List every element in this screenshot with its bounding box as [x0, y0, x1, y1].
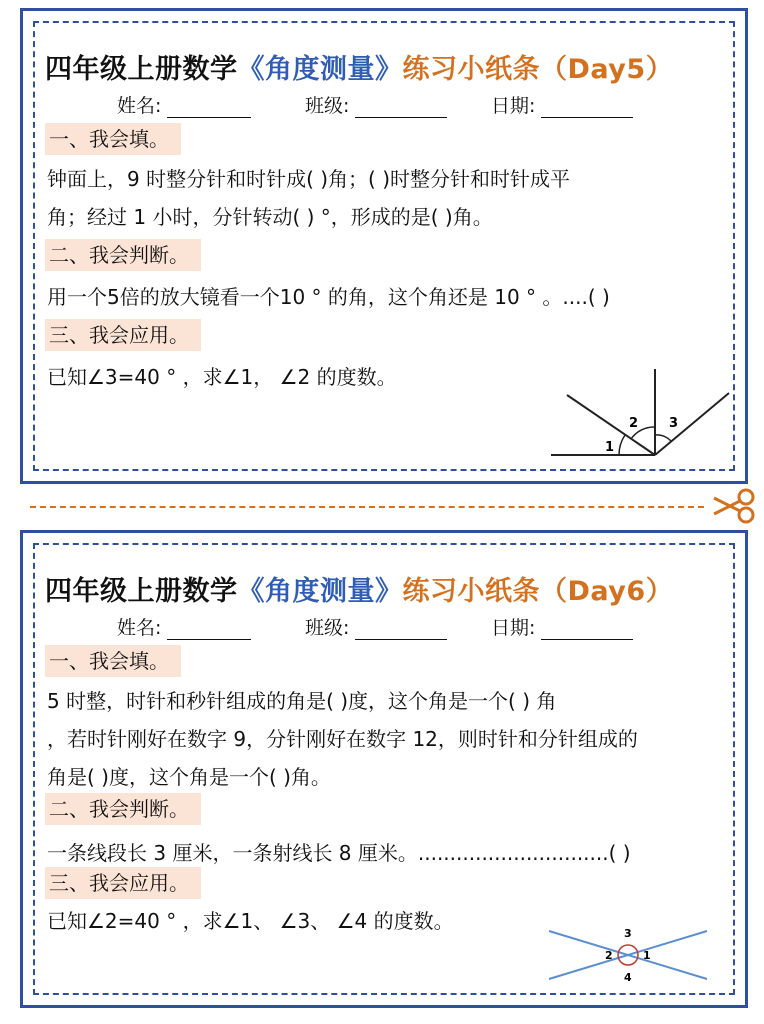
section-judge-heading: 二、我会判断。 [45, 793, 201, 825]
date-blank[interactable] [541, 621, 633, 640]
fill-question-line-1: 5 时整，时针和秒针组成的角是( )度，这个角是一个( ) 角 [47, 689, 557, 713]
angle-label-3: 3 [669, 416, 679, 431]
title-suffix: 练习小纸条（Day5） [402, 54, 674, 85]
angle-figure-day5 [547, 363, 737, 463]
class-field[interactable] [305, 613, 447, 640]
angle-label-2: 2 [605, 949, 613, 962]
name-field[interactable] [117, 91, 251, 118]
card-dashed-frame [33, 543, 735, 995]
fill-question-line-1: 钟面上，9 时整分针和时针成( )角；( )时整分针和时针成平 [47, 167, 571, 191]
scissors-icon [708, 486, 758, 526]
fill-question-line-2: ，若时针刚好在数字 9，分针刚好在数字 12，则时针和分针组成的 [47, 727, 638, 751]
date-blank[interactable] [541, 99, 633, 118]
date-field[interactable] [491, 613, 633, 640]
title-topic: 《角度测量》 [237, 576, 403, 607]
class-blank[interactable] [355, 99, 447, 118]
title-suffix: 练习小纸条（Day6） [402, 576, 674, 607]
name-blank[interactable] [167, 621, 251, 640]
name-blank[interactable] [167, 99, 251, 118]
section-judge-heading: 二、我会判断。 [45, 239, 201, 271]
intersecting-lines-figure-day6 [545, 923, 715, 987]
card-dashed-frame [33, 21, 735, 471]
section-apply-heading: 三、我会应用。 [45, 867, 201, 899]
cut-line [30, 506, 704, 508]
angle-label-3: 3 [624, 927, 632, 940]
worksheet-card-day6 [20, 530, 748, 1008]
title-main: 四年级上册数学 [45, 576, 238, 607]
apply-question: 已知∠2=40 ° ，求∠1、 ∠3、 ∠4 的度数。 [47, 909, 454, 933]
judge-question: 用一个5倍的放大镜看一个10 ° 的角，这个角还是 10 ° 。....( ) [47, 285, 610, 309]
date-label: 日期: [491, 617, 536, 639]
angle-label-2: 2 [629, 416, 639, 431]
class-field[interactable] [305, 91, 447, 118]
title-main: 四年级上册数学 [45, 54, 238, 85]
section-fill-heading: 一、我会填。 [45, 645, 181, 677]
name-field[interactable] [117, 613, 251, 640]
class-label: 班级: [305, 617, 350, 639]
angle-label-1: 1 [643, 949, 651, 962]
angle-label-1: 1 [605, 440, 615, 455]
date-label: 日期: [491, 95, 536, 117]
class-blank[interactable] [355, 621, 447, 640]
angle-label-4: 4 [624, 971, 632, 984]
name-label: 姓名: [117, 617, 162, 639]
card-title [45, 47, 673, 86]
date-field[interactable] [491, 91, 633, 118]
section-fill-heading: 一、我会填。 [45, 123, 181, 155]
section-apply-heading: 三、我会应用。 [45, 319, 201, 351]
class-label: 班级: [305, 95, 350, 117]
title-topic: 《角度测量》 [237, 54, 403, 85]
name-label: 姓名: [117, 95, 162, 117]
worksheet-card-day5 [20, 8, 748, 484]
fill-question-line-3: 角是( )度，这个角是一个( )角。 [47, 765, 331, 789]
fill-question-line-2: 角；经过 1 小时，分针转动( ) °，形成的是( )角。 [47, 205, 493, 229]
apply-question: 已知∠3=40 ° ，求∠1， ∠2 的度数。 [47, 365, 397, 389]
judge-question: 一条线段长 3 厘米，一条射线长 8 厘米。..............................( ) [47, 841, 631, 865]
card-title [45, 569, 673, 608]
